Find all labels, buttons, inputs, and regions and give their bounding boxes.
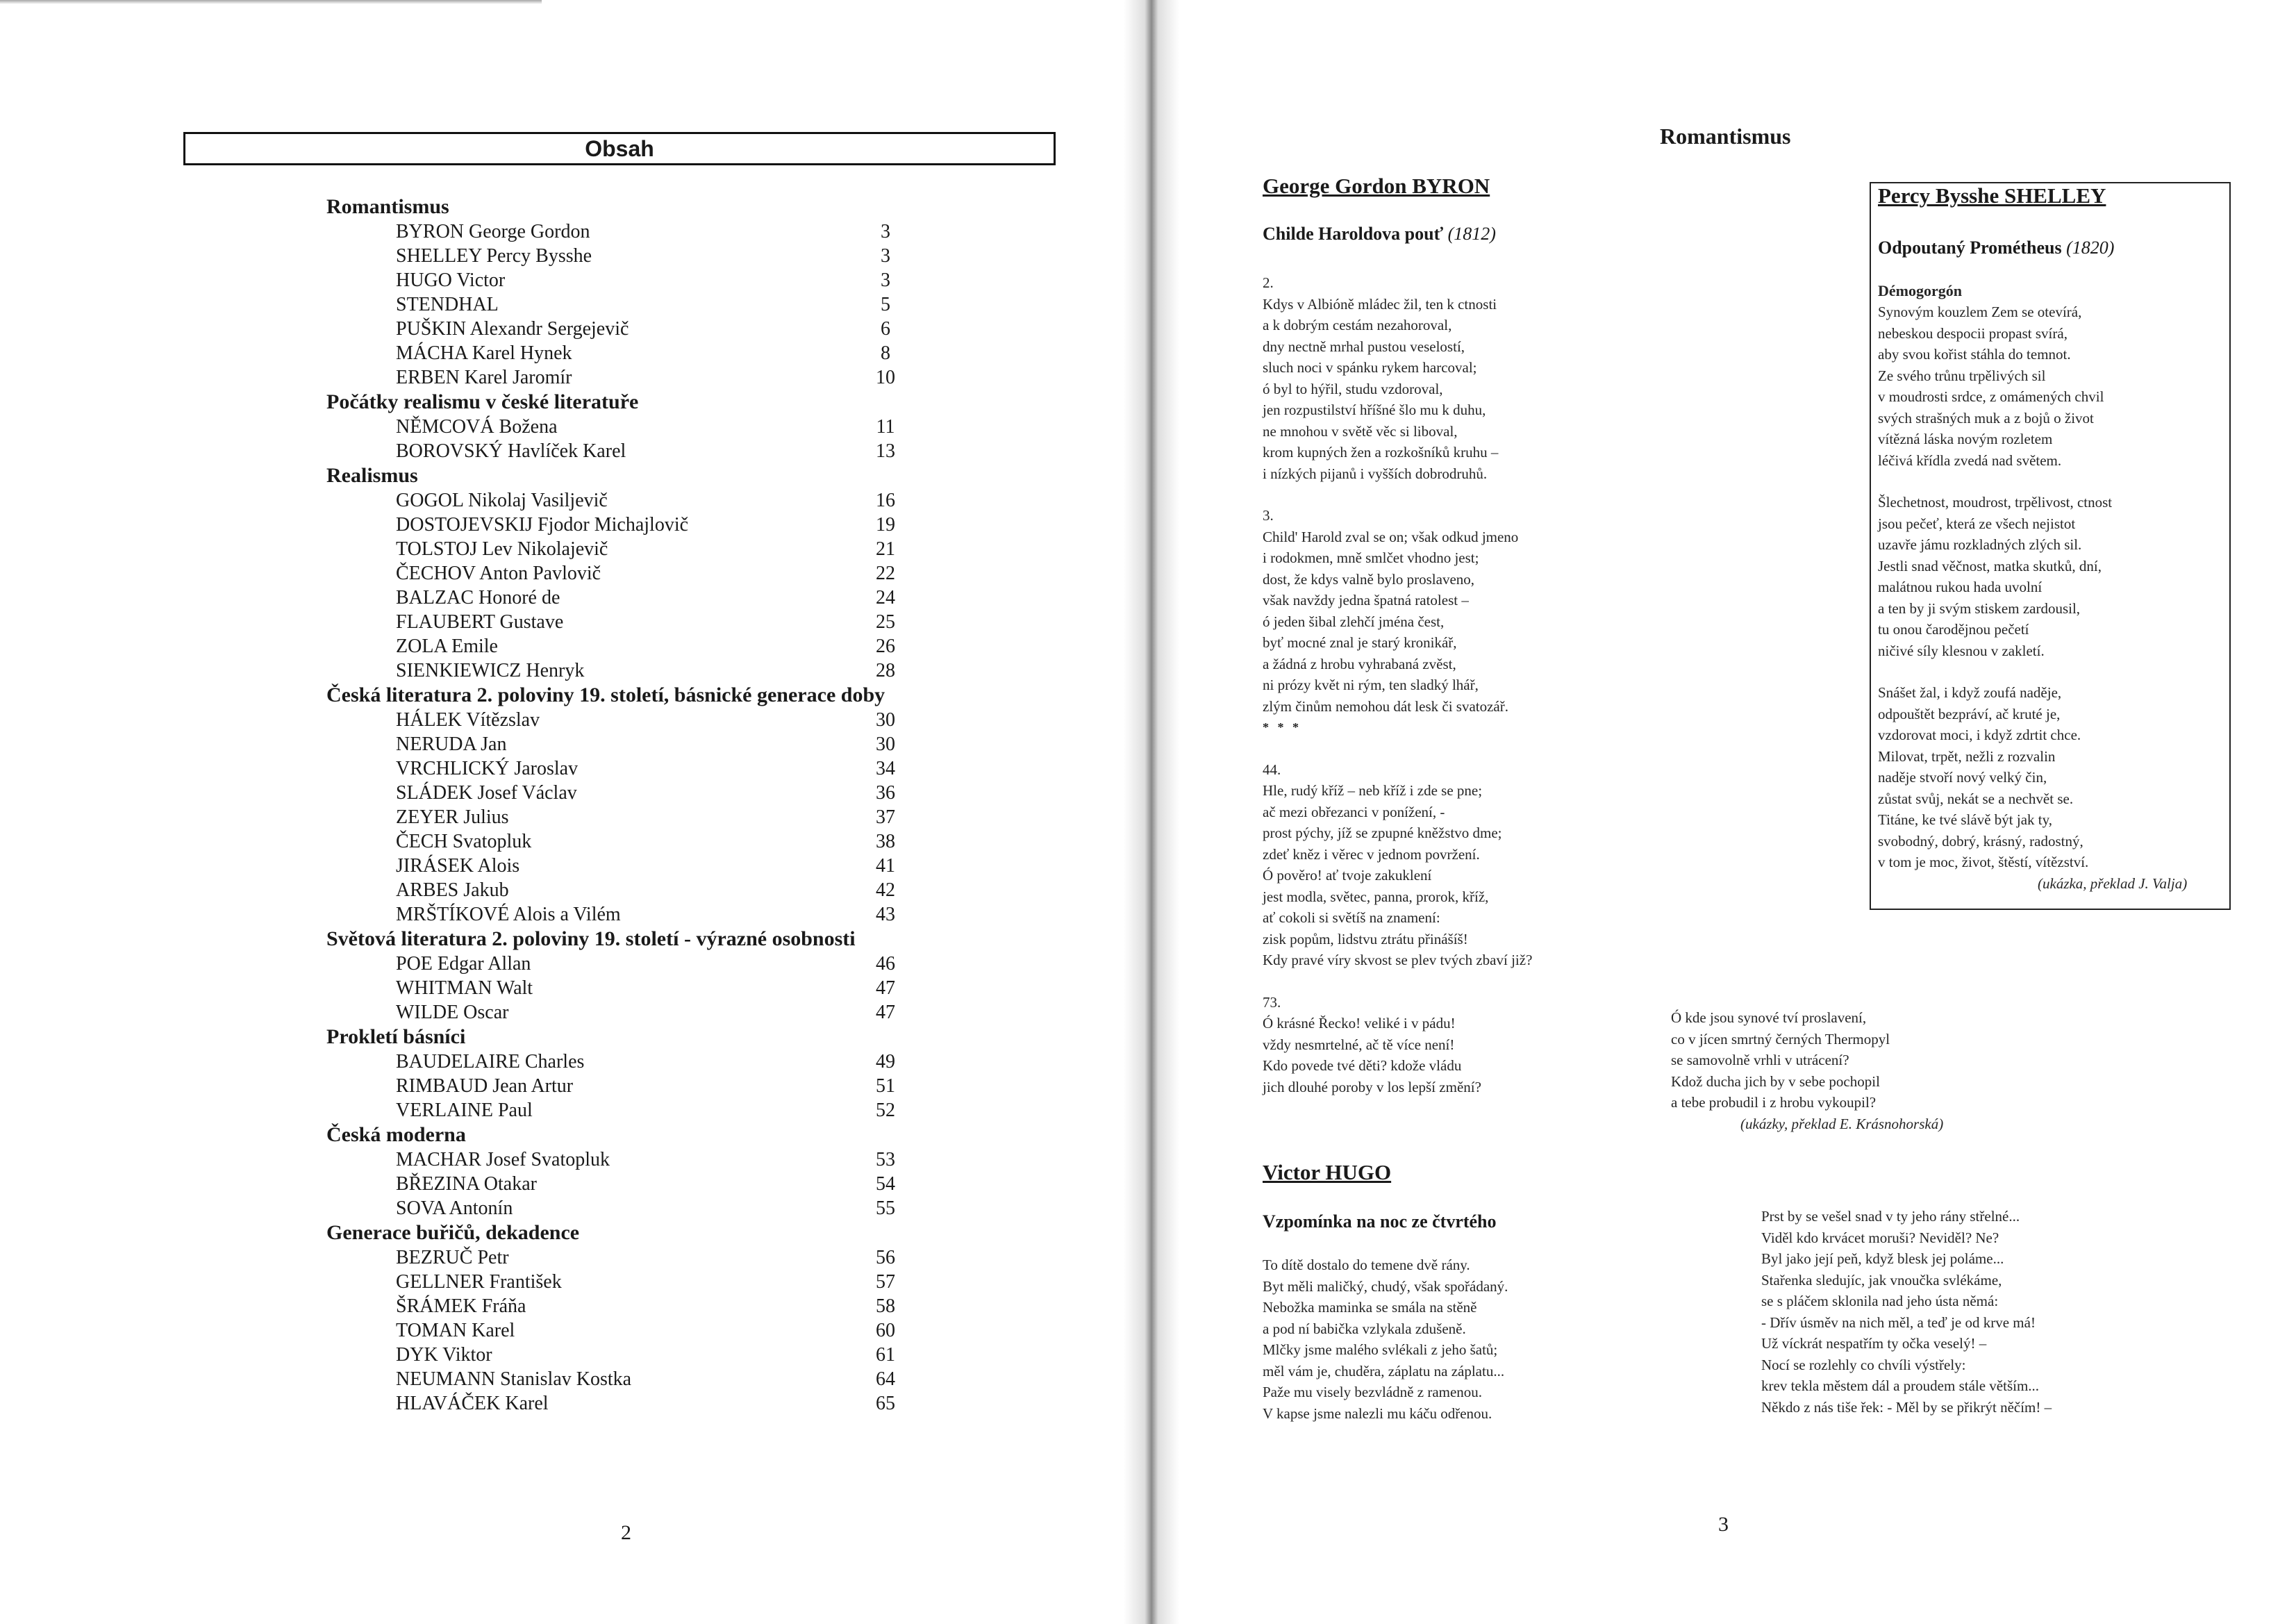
- toc-entry: [326, 1000, 910, 1025]
- toc-section-heading: Prokletí básníci: [326, 1025, 466, 1048]
- poem-line: jest modla, světec, panna, prorok, kříž,: [1263, 888, 1489, 905]
- poem-line: ne mnohou v světě věc si liboval,: [1263, 422, 1458, 440]
- poem-line: a tebe probudil i z hrobu vykoupil?: [1671, 1094, 1877, 1111]
- chapter-title: Romantismus: [1660, 124, 1791, 149]
- poem-line: jsou pečeť, která ze všech nejistot: [1878, 515, 2076, 532]
- toc-entry-author: MACHAR Josef Svatopluk: [396, 1149, 610, 1170]
- poem-line: Někdo z nás tiše řek: - Měl by se přikrýt něčím! –: [1761, 1398, 2052, 1416]
- toc-entry-author: BAUDELAIRE Charles: [396, 1051, 585, 1072]
- poem-line: Ó pověro! ať tvoje zakuklení: [1263, 867, 1432, 884]
- toc-entry-author: MÁCHA Karel Hynek: [396, 342, 572, 364]
- toc-entry-author: FLAUBERT Gustave: [396, 611, 564, 633]
- toc-section-heading: Realismus: [326, 464, 418, 487]
- toc-entry: [326, 1367, 910, 1391]
- poem-line: ó jeden šibal zlehčí jména čest,: [1263, 613, 1445, 630]
- toc-entry-page: 41: [876, 855, 895, 877]
- toc-entry: [326, 488, 910, 513]
- shelley-work-name: Odpoutaný Prométheus: [1878, 238, 2062, 258]
- toc-entry: [326, 1147, 910, 1172]
- toc-entry-author: RIMBAUD Jean Artur: [396, 1075, 574, 1097]
- toc-entry: [326, 341, 910, 365]
- poem-line: Byt měli maličký, chudý, však spořádaný.: [1263, 1277, 1508, 1295]
- right-page: [1147, 0, 2296, 1624]
- poem-line: jich dlouhé poroby v los lepší změní?: [1263, 1078, 1481, 1095]
- toc-entry-page: 22: [876, 563, 895, 584]
- toc-entry-page: 47: [876, 977, 895, 999]
- toc-entry-page: 47: [876, 1002, 895, 1023]
- toc-entry-author: SOVA Antonín: [396, 1198, 513, 1219]
- toc-entry: [326, 610, 910, 634]
- toc-entry-page: 57: [876, 1271, 895, 1293]
- left-page: [0, 0, 1147, 1624]
- poem-line: Nebožka maminka se smála na stěně: [1263, 1299, 1477, 1316]
- poem-line: dny nectně mrhal pustou veselostí,: [1263, 338, 1465, 355]
- shelley-heading: Percy Bysshe SHELLEY: [1878, 183, 2106, 208]
- poem-line: nebeskou despocii propast svírá,: [1878, 324, 2068, 342]
- poem-line: Synovým kouzlem Zem se otevírá,: [1878, 304, 2082, 320]
- toc-entry-author: PUŠKIN Alexandr Sergejevič: [396, 318, 629, 340]
- toc-entry: [326, 781, 910, 805]
- toc-entry: [326, 1391, 910, 1416]
- toc-section-heading: Česká literatura 2. poloviny 19. století, básnické generace doby: [326, 683, 885, 706]
- toc-section-heading: Česká moderna: [326, 1123, 466, 1146]
- poem-line: jen rozpustilství hříšné šlo mu k duhu,: [1263, 401, 1486, 418]
- toc-entry-author: BOROVSKÝ Havlíček Karel: [396, 440, 626, 462]
- toc-entry-page: 61: [876, 1344, 895, 1366]
- toc-entry: [326, 1318, 910, 1343]
- toc-entry-page: 3: [881, 270, 890, 291]
- poem-line: ni prózy květ ni rým, ten sladký lhář,: [1263, 677, 1479, 693]
- toc-entry: [326, 756, 910, 781]
- toc-entry-author: BALZAC Honoré de: [396, 587, 560, 608]
- poem-line: zisk popům, lidstvu ztrátu přinášíš!: [1263, 930, 1468, 947]
- poem-line: Mlčky jsme malého svlékali z jeho šatů;: [1263, 1341, 1498, 1358]
- toc-entry-author: GELLNER František: [396, 1271, 562, 1293]
- toc-entry-author: ČECH Svatopluk: [396, 831, 532, 852]
- toc-entry-page: 49: [876, 1051, 895, 1072]
- toc-entry-author: ERBEN Karel Jaromír: [396, 367, 572, 388]
- toc-entry: [326, 1196, 910, 1220]
- toc-entry-author: NĚMCOVÁ Božena: [396, 416, 558, 438]
- toc-entry-author: STENDHAL: [396, 294, 499, 315]
- toc-entry-page: 26: [876, 636, 895, 657]
- toc-entry: [326, 708, 910, 732]
- poem-line: aby svou kořist stáhla do temnot.: [1878, 346, 2071, 363]
- toc-entry: [326, 658, 910, 683]
- poem-line: dost, že kdys valně bylo proslaveno,: [1263, 570, 1475, 588]
- poem-line: Milovat, trpět, nežli z rozvalin: [1878, 747, 2056, 765]
- toc-entry-page: 37: [876, 806, 895, 828]
- toc-entry: [326, 415, 910, 439]
- toc-entry-author: SLÁDEK Josef Václav: [396, 782, 577, 804]
- toc-section-heading: Romantismus: [326, 195, 449, 218]
- toc-entry-page: 6: [881, 318, 890, 340]
- toc-entry: [326, 1294, 910, 1318]
- toc-header: Obsah: [183, 132, 1056, 165]
- poem-line: svobodný, dobrý, krásný, radostný,: [1878, 832, 2083, 850]
- hugo-poem-column-1: [1263, 1254, 1508, 1424]
- poem-line: Kdy pravé víry skvost se plev tvých zbaví již?: [1263, 952, 1533, 968]
- toc-entry-page: 65: [876, 1393, 895, 1414]
- toc-section-heading: Generace buřičů, dekadence: [326, 1221, 580, 1244]
- toc-entry-page: 24: [876, 587, 895, 608]
- toc-entry: [326, 1172, 910, 1196]
- toc-entry-page: 60: [876, 1320, 895, 1341]
- poem-line: Viděl kdo krvácet moruši? Neviděl? Ne?: [1761, 1229, 1999, 1246]
- poem-line: Jestli snad věčnost, matka skutků, dní,: [1878, 557, 2102, 574]
- poem-line: zůstat svůj, nekát se a nechvět se.: [1878, 790, 2074, 807]
- toc-entry: [326, 561, 910, 586]
- toc-entry-author: POE Edgar Allan: [396, 953, 531, 975]
- shelley-box: [1870, 182, 2231, 910]
- poem-line: v moudrosti srdce, z omámených chvil: [1878, 388, 2104, 405]
- toc-entry-page: 3: [881, 245, 890, 267]
- toc-entry: [326, 1245, 910, 1270]
- poem-line: ať cokoli si světíš na znamení:: [1263, 909, 1440, 926]
- toc-entry: [326, 902, 910, 927]
- toc-entry-page: 8: [881, 342, 890, 364]
- toc-entry-page: 5: [881, 294, 890, 315]
- poem-line: sluch noci v spánku rykem harcoval;: [1263, 359, 1477, 376]
- toc-entry-author: DYK Viktor: [396, 1344, 492, 1366]
- toc-entry: [326, 513, 910, 537]
- toc-entry-author: HLAVÁČEK Karel: [396, 1393, 549, 1414]
- poem-line: se samovolně vrhli v utrácení?: [1671, 1052, 1849, 1068]
- toc-entry-page: 42: [876, 879, 895, 901]
- toc-entry: [326, 1098, 910, 1122]
- byron-work-name: Childe Haroldova pouť: [1263, 224, 1444, 244]
- toc-entry-page: 38: [876, 831, 895, 852]
- poem-line: Byl jako její peň, když blesk jej poláme...: [1761, 1250, 2004, 1267]
- toc-entry: [326, 439, 910, 463]
- poem-line: se s pláčem sklonila nad jeho ústa němá:: [1761, 1293, 1999, 1309]
- toc-entry-author: WHITMAN Walt: [396, 977, 533, 999]
- hugo-heading: Victor HUGO: [1263, 1160, 1392, 1184]
- byron-credit: (ukázky, překlad E. Krásnohorská): [1740, 1115, 1944, 1132]
- toc-entry: [326, 829, 910, 854]
- toc-entry: [326, 244, 910, 268]
- toc-entry-page: 36: [876, 782, 895, 804]
- poem-line: Kdo povede tvé děti? kdože vládu: [1263, 1057, 1462, 1074]
- toc-section-heading: Světová literatura 2. poloviny 19. století - výrazné osobnosti: [326, 927, 856, 950]
- byron-work-title: [1263, 224, 1496, 245]
- poem-line: Snášet žal, i když zoufá naděje,: [1878, 684, 2062, 701]
- poem-line: ó byl to hýřil, studu vzdoroval,: [1263, 380, 1443, 397]
- toc-entry-page: 30: [876, 709, 895, 731]
- poem-line: léčivá křídla zvedá nad světem.: [1878, 451, 2062, 469]
- character-name: Démogorgón: [1878, 282, 1962, 299]
- poem-line: zdeť kněz i věrec v jednom povržení.: [1263, 845, 1480, 863]
- poem-line: uzavře jámu rozkladných zlých sil.: [1878, 536, 2082, 553]
- table-of-contents: [326, 194, 910, 1416]
- toc-entry-page: 30: [876, 734, 895, 755]
- poem-line: Ó krásné Řecko! veliké i v pádu!: [1263, 1015, 1456, 1031]
- poem-line: krom kupných žen a rozkošníků kruhu –: [1263, 444, 1499, 461]
- poem-line: Paže mu visely bezvládně z ramenou.: [1263, 1384, 1483, 1400]
- toc-entry-page: 43: [876, 904, 895, 925]
- toc-entry-author: WILDE Oscar: [396, 1002, 509, 1023]
- poem-line: měl vám je, chuděra, záplatu na záplatu...: [1263, 1362, 1505, 1379]
- toc-entry-author: VRCHLICKÝ Jaroslav: [396, 758, 579, 779]
- toc-entry-page: 16: [876, 490, 895, 511]
- toc-entry-author: ZEYER Julius: [396, 806, 509, 828]
- toc-section-heading: Počátky realismu v české literatuře: [326, 390, 639, 413]
- poem-line: tu onou čarodějnou pečetí: [1878, 621, 2029, 638]
- toc-entry-page: 21: [876, 538, 895, 560]
- toc-entry-author: DOSTOJEVSKIJ Fjodor Michajlovič: [396, 514, 689, 536]
- poem-line: - Dřív úsměv na nich měl, a teď je od krve má!: [1761, 1314, 2036, 1331]
- poem-line: Kdys v Albióně mládec žil, ten k ctnosti: [1263, 295, 1497, 313]
- toc-entry: [326, 805, 910, 829]
- toc-entry-page: 54: [876, 1173, 895, 1195]
- toc-entry-page: 55: [876, 1198, 895, 1219]
- toc-entry: [326, 1343, 910, 1367]
- toc-entry: [326, 1270, 910, 1294]
- toc-entry: [326, 365, 910, 390]
- poem-line: Šlechetnost, moudrost, trpělivost, ctnost: [1878, 494, 2113, 511]
- stanza-separator: * * *: [1263, 720, 1301, 734]
- toc-entry: [326, 537, 910, 561]
- toc-entry-author: VERLAINE Paul: [396, 1100, 533, 1121]
- poem-line: To dítě dostalo do temene dvě rány.: [1263, 1257, 1470, 1273]
- poem-line: 44.: [1263, 761, 1281, 778]
- page-number-left: 2: [621, 1521, 631, 1544]
- toc-entry: [326, 634, 910, 658]
- toc-entry-page: 46: [876, 953, 895, 975]
- shelley-work-title: [1878, 238, 2114, 258]
- poem-line: Ó kde jsou synové tví proslavení,: [1671, 1009, 1867, 1026]
- toc-entry-author: NEUMANN Stanislav Kostka: [396, 1368, 632, 1390]
- poem-line: ničivé síly klesnou v zakletí.: [1878, 642, 2045, 659]
- toc-entry-page: 64: [876, 1368, 895, 1390]
- byron-stanza-2: [1263, 272, 1532, 484]
- poem-line: a k dobrým cestám nezahoroval,: [1263, 317, 1452, 333]
- poem-line: krev tekla městem dál a proudem stále větším...: [1761, 1377, 2040, 1394]
- toc-entry-author: ARBES Jakub: [396, 879, 509, 901]
- hugo-poem-column-2: [1761, 1206, 2052, 1418]
- toc-entry: [326, 854, 910, 878]
- poem-line: naděje stvoří nový velký čin,: [1878, 769, 2047, 786]
- poem-line: V kapse jsme nalezli mu káču odřenou.: [1263, 1405, 1492, 1422]
- toc-entry-author: BYRON George Gordon: [396, 221, 590, 242]
- shelley-stanza-1: [1878, 301, 2187, 471]
- poem-line: i nízkých pijanů i vyšších dobrodruhů.: [1263, 465, 1488, 482]
- toc-entry: [326, 268, 910, 292]
- toc-entry-author: GOGOL Nikolaj Vasiljevič: [396, 490, 608, 511]
- toc-entry: [326, 1074, 910, 1098]
- shelley-stanza-2: [1878, 492, 2187, 661]
- toc-entry-author: JIRÁSEK Alois: [396, 855, 520, 877]
- poem-line: 2.: [1263, 274, 1274, 291]
- toc-entry-page: 53: [876, 1149, 895, 1170]
- toc-entry-page: 58: [876, 1295, 895, 1317]
- poem-line: však navždy jedna špatná ratolest –: [1263, 592, 1469, 608]
- shelley-poem: [1878, 281, 2187, 894]
- poem-line: a pod ní babička vzlykala zdušeně.: [1263, 1320, 1466, 1337]
- poem-line: byť mocné znal je starý kronikář,: [1263, 634, 1457, 651]
- toc-entry: [326, 976, 910, 1000]
- poem-line: Hle, rudý kříž – neb kříž i zde se pne;: [1263, 782, 1483, 799]
- toc-entry-author: TOLSTOJ Lev Nikolajevič: [396, 538, 608, 560]
- poem-line: vzdorovat moci, i když zdrtit chce.: [1878, 727, 2081, 743]
- poem-line: odpouštět bezpráví, ač kruté je,: [1878, 705, 2061, 722]
- poem-line: co v jícen smrtný černých Thermopyl: [1671, 1030, 1890, 1047]
- poem-line: Stařenka sledujíc, jak vnoučka svlékáme,: [1761, 1271, 2002, 1289]
- toc-entry: [326, 586, 910, 610]
- poem-line: vítězná láska novým rozletem: [1878, 431, 2053, 447]
- poem-line: a žádná z hrobu vyhrabaná zvěst,: [1263, 655, 1456, 672]
- toc-entry-page: 25: [876, 611, 895, 633]
- poem-line: Ze svého trůnu trpělivých sil: [1878, 367, 2046, 384]
- toc-entry-author: HUGO Victor: [396, 270, 506, 291]
- toc-entry-page: 3: [881, 221, 890, 242]
- toc-entry-author: ŠRÁMEK Fráňa: [396, 1295, 526, 1317]
- toc-entry-page: 10: [876, 367, 895, 388]
- toc-entry-page: 11: [876, 416, 895, 438]
- poem-line: a ten by ji svým stiskem zardousil,: [1878, 599, 2081, 617]
- poem-line: vždy nesmrtelné, ač tě více není!: [1263, 1036, 1455, 1053]
- toc-entry: [326, 878, 910, 902]
- byron-stanza-3: [1263, 505, 1532, 717]
- poem-line: malátnou rukou hada uvolní: [1878, 579, 2043, 595]
- toc-entry-author: SHELLEY Percy Bysshe: [396, 245, 592, 267]
- toc-entry-author: ZOLA Emile: [396, 636, 498, 657]
- toc-entry-page: 19: [876, 514, 895, 536]
- poem-line: Titáne, ke tvé slávě být jak ty,: [1878, 811, 2052, 828]
- toc-entry-author: HÁLEK Vítězslav: [396, 709, 540, 731]
- toc-entry-author: BEZRUČ Petr: [396, 1247, 509, 1268]
- toc-entry-author: ČECHOV Anton Pavlovič: [396, 563, 601, 584]
- toc-entry-page: 52: [876, 1100, 895, 1121]
- toc-entry-page: 28: [876, 660, 895, 681]
- hugo-work-title: Vzpomínka na noc ze čtvrtého: [1263, 1211, 1497, 1232]
- poem-line: Prst by se vešel snad v ty jeho rány střelné...: [1761, 1208, 2020, 1225]
- page-number-right: 3: [1718, 1513, 1729, 1536]
- byron-stanza-44: [1263, 759, 1532, 971]
- toc-entry-author: TOMAN Karel: [396, 1320, 515, 1341]
- toc-entry-author: SIENKIEWICZ Henryk: [396, 660, 585, 681]
- shelley-credit: (ukázka, překlad J. Valja): [2038, 875, 2188, 892]
- toc-entry: [326, 1050, 910, 1074]
- poem-line: 3.: [1263, 507, 1274, 524]
- byron-heading: George Gordon BYRON: [1263, 174, 1490, 198]
- toc-entry-page: 34: [876, 758, 895, 779]
- poem-line: 73.: [1263, 993, 1281, 1011]
- shelley-stanza-3: [1878, 682, 2187, 873]
- poem-line: prost pýchy, jíž se zpupné kněžstvo dme;: [1263, 825, 1502, 841]
- toc-entry: [326, 219, 910, 244]
- byron-stanza-73-continued: [1671, 1007, 1943, 1134]
- byron-work-year: (1812): [1447, 224, 1496, 244]
- toc-entry-page: 13: [876, 440, 895, 462]
- poem-line: ač mezi obřezanci v ponížení, -: [1263, 803, 1445, 820]
- toc-entry: [326, 952, 910, 976]
- poem-line: i rodokmen, mně smlčet vhodno jest;: [1263, 549, 1479, 566]
- toc-entry-author: BŘEZINA Otakar: [396, 1173, 537, 1195]
- poem-line: svých strašných muk a z bojů o život: [1878, 409, 2094, 426]
- shelley-work-year: (1820): [2066, 238, 2115, 258]
- byron-stanza-73: [1263, 992, 1532, 1098]
- toc-entry: [326, 317, 910, 341]
- toc-entry-author: NERUDA Jan: [396, 734, 507, 755]
- poem-line: zlým činům nemohou dát lesk či svatozář.: [1263, 697, 1508, 715]
- toc-entry-page: 51: [876, 1075, 895, 1097]
- toc-entry-page: 56: [876, 1247, 895, 1268]
- poem-line: Už víckrát nespatřím ty očka veselý! –: [1761, 1335, 1987, 1352]
- poem-line: Nocí se rozlehly co chvíli výstřely:: [1761, 1356, 1966, 1373]
- toc-entry: [326, 292, 910, 317]
- toc-entry-author: MRŠTÍKOVÉ Alois a Vilém: [396, 904, 621, 925]
- byron-poem: [1263, 272, 1532, 1097]
- poem-line: v tom je moc, život, štěstí, vítězství.: [1878, 854, 2089, 870]
- poem-line: Kdož ducha jich by v sebe pochopil: [1671, 1072, 1880, 1090]
- poem-line: Child' Harold zval se on; však odkud jmeno: [1263, 528, 1519, 545]
- toc-entry: [326, 732, 910, 756]
